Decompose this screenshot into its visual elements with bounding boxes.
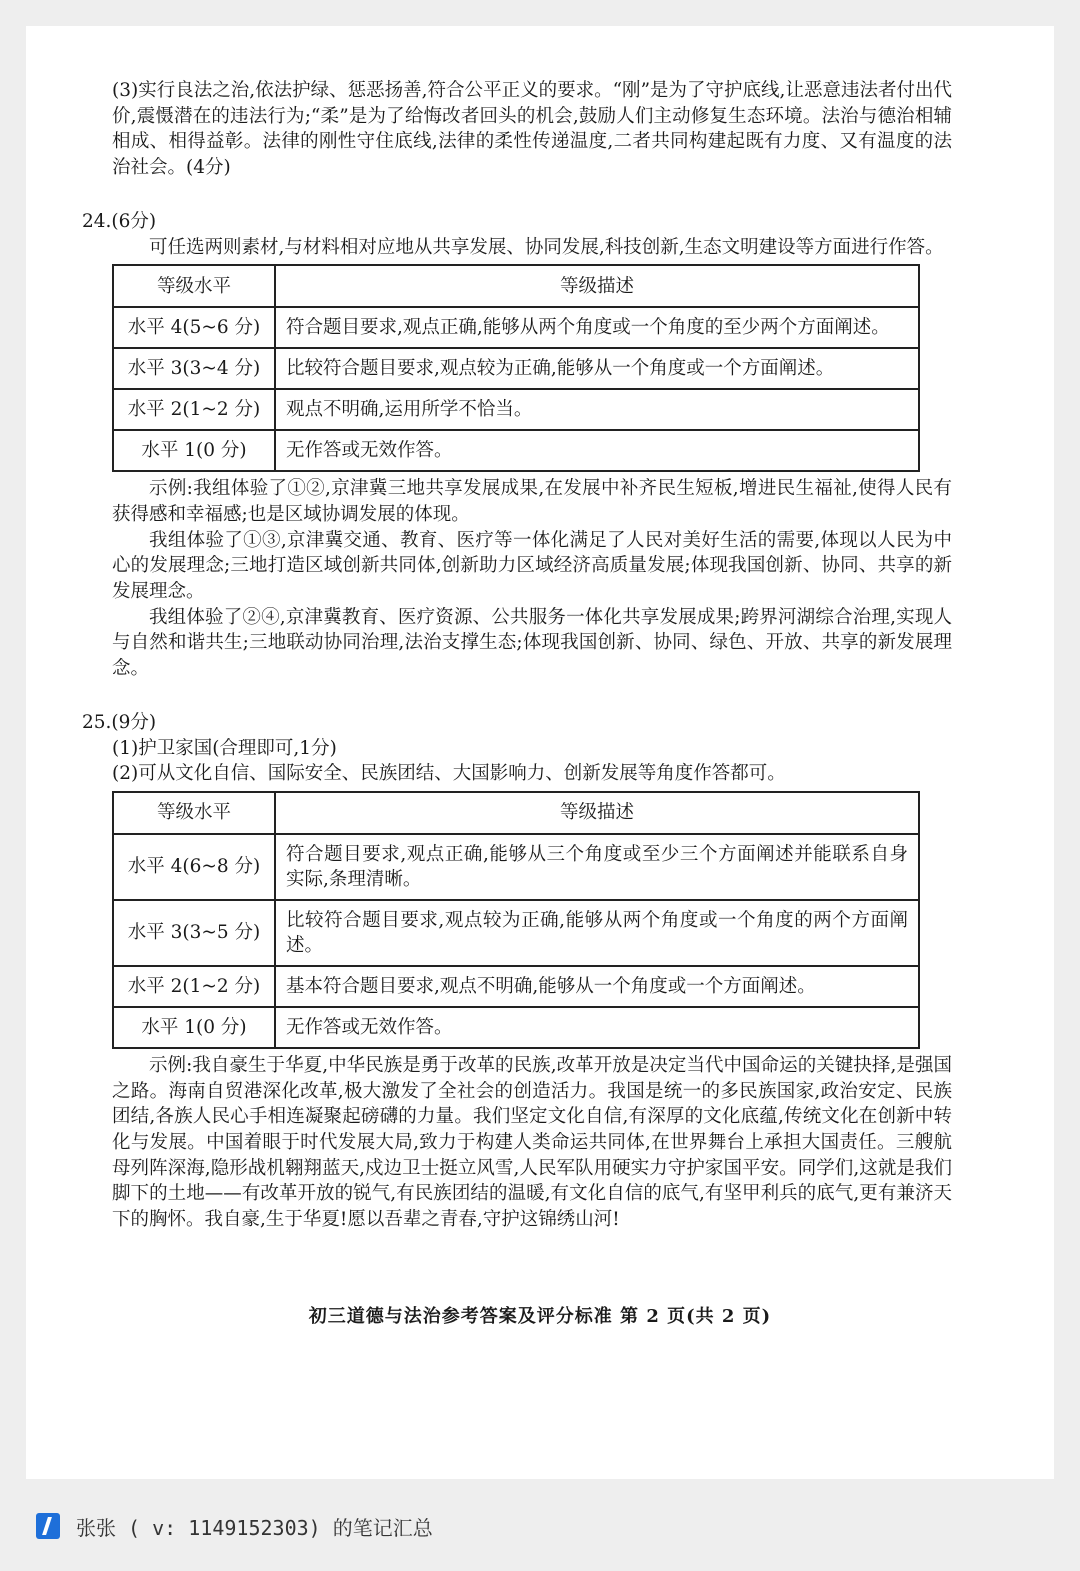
table-row: [113, 966, 919, 1007]
col-level-header: 等级水平: [113, 792, 275, 834]
q25-part1: (1)护卫家国(合理即可,1分): [112, 737, 337, 759]
watermark-text: 张张 ( v: 1149152303) 的笔记汇总: [76, 1515, 433, 1540]
desc-cell: 观点不明确,运用所学不恰当。: [275, 389, 919, 430]
table-row: [113, 307, 919, 348]
col-desc-header: 等级描述: [275, 265, 919, 307]
col-desc-header: 等级描述: [275, 792, 919, 834]
q24-example-1: 示例:我组体验了①②,京津冀三地共享发展成果,在发展中补齐民生短板,增进民生福祉,使得人民有获得感和幸福感;也是区域协调发展的体现。: [112, 478, 952, 525]
table-row: [113, 389, 919, 430]
desc-cell: 符合题目要求,观点正确,能够从两个角度或一个角度的至少两个方面阐述。: [275, 307, 919, 348]
page-footer: 初三道德与法治参考答案及评分标准 第 2 页(共 2 页): [308, 1306, 772, 1327]
q25-example: 示例:我自豪生于华夏,中华民族是勇于改革的民族,改革开放是决定当代中国命运的关键抉择,是强国之路。海南自贸港深化改革,极大激发了全社会的创造活力。我国是统一的多民族国家,政治安定、民族团结,各族人民心手相连凝聚起磅礴的力量。我们坚定文化自信,有深厚的文化底蕴,传统文化在创新中转化与发展。中国着眼于时代发展大局,致力于构建人类命运共同体,在世界舞台上承担大国责任。三艘航母列阵深海,隐形战机翱翔蓝天,戍边卫士挺立风雪,人民军队用硬实力守护家国平安。同学们,这就是我们脚下的土地——有改革开放的锐气,有民族团结的温暖,有文化自信的底气,有坚甲利兵的底气,更有兼济天下的胸怀。我自豪,生于华夏!愿以吾辈之青春,守护这锦绣山河!: [112, 1054, 952, 1231]
watermark-bar: [36, 1508, 433, 1544]
q25-grading-table: [112, 791, 920, 1049]
q23-part3: (3)实行良法之治,依法护绿、惩恶扬善,符合公平正义的要求。“刚”是为了守护底线,让恶意违法者付出代价,震慑潜在的违法行为;“柔”是为了给悔改者回头的机会,鼓励人们主动修复生态环境。法治与德治相辅相成、相得益彰。法律的刚性守住底线,法律的柔性传递温度,二者共同构建起既有力度、又有温度的法治社会。(4分): [112, 80, 952, 179]
col-level-header: 等级水平: [113, 265, 275, 307]
table-row: [113, 834, 919, 900]
q24-example-3: 我组体验了②④,京津冀教育、医疗资源、公共服务一体化共享发展成果;跨界河湖综合治理,实现人与自然和谐共生;三地联动协同治理,法治支撑生态;体现我国创新、协同、绿色、开放、共享的新发展理念。: [112, 606, 952, 680]
table-row: [113, 430, 919, 471]
level-cell: 水平 3(3~4 分): [113, 348, 275, 389]
table-header-row: [113, 265, 919, 307]
q25-part2: (2)可从文化自信、国际安全、民族团结、大国影响力、创新发展等角度作答都可。: [112, 763, 786, 785]
q24-intro: 可任选两则素材,与材料相对应地从共享发展、协同发展,科技创新,生态文明建设等方面进行作答。: [149, 236, 944, 258]
level-cell: 水平 4(5~6 分): [113, 307, 275, 348]
desc-cell: 无作答或无效作答。: [275, 430, 919, 471]
table-row: [113, 348, 919, 389]
table-row: [113, 1007, 919, 1048]
q24-example-2: 我组体验了①③,京津冀交通、教育、医疗等一体化满足了人民对美好生活的需要,体现以人民为中心的发展理念;三地打造区域创新共同体,创新助力区域经济高质量发展;体现我国创新、协同、共享的新发展理念。: [112, 529, 952, 603]
desc-cell: 比较符合题目要求,观点较为正确,能够从两个角度或一个角度的两个方面阐述。: [275, 900, 919, 966]
level-cell: 水平 1(0 分): [113, 430, 275, 471]
level-cell: 水平 1(0 分): [113, 1007, 275, 1048]
q25-header: 25.(9分): [82, 711, 157, 733]
desc-cell: 比较符合题目要求,观点较为正确,能够从一个角度或一个方面阐述。: [275, 348, 919, 389]
answer-content: [82, 78, 952, 1233]
q24-grading-table: [112, 264, 920, 472]
level-cell: 水平 2(1~2 分): [113, 389, 275, 430]
notes-app-icon: [36, 1513, 60, 1539]
table-header-row: [113, 792, 919, 834]
level-cell: 水平 2(1~2 分): [113, 966, 275, 1007]
desc-cell: 基本符合题目要求,观点不明确,能够从一个角度或一个方面阐述。: [275, 966, 919, 1007]
level-cell: 水平 4(6~8 分): [113, 834, 275, 900]
table-row: [113, 900, 919, 966]
desc-cell: 无作答或无效作答。: [275, 1007, 919, 1048]
level-cell: 水平 3(3~5 分): [113, 900, 275, 966]
desc-cell: 符合题目要求,观点正确,能够从三个角度或至少三个方面阐述并能联系自身实际,条理清晰。: [275, 834, 919, 900]
q24-header: 24.(6分): [82, 210, 157, 232]
